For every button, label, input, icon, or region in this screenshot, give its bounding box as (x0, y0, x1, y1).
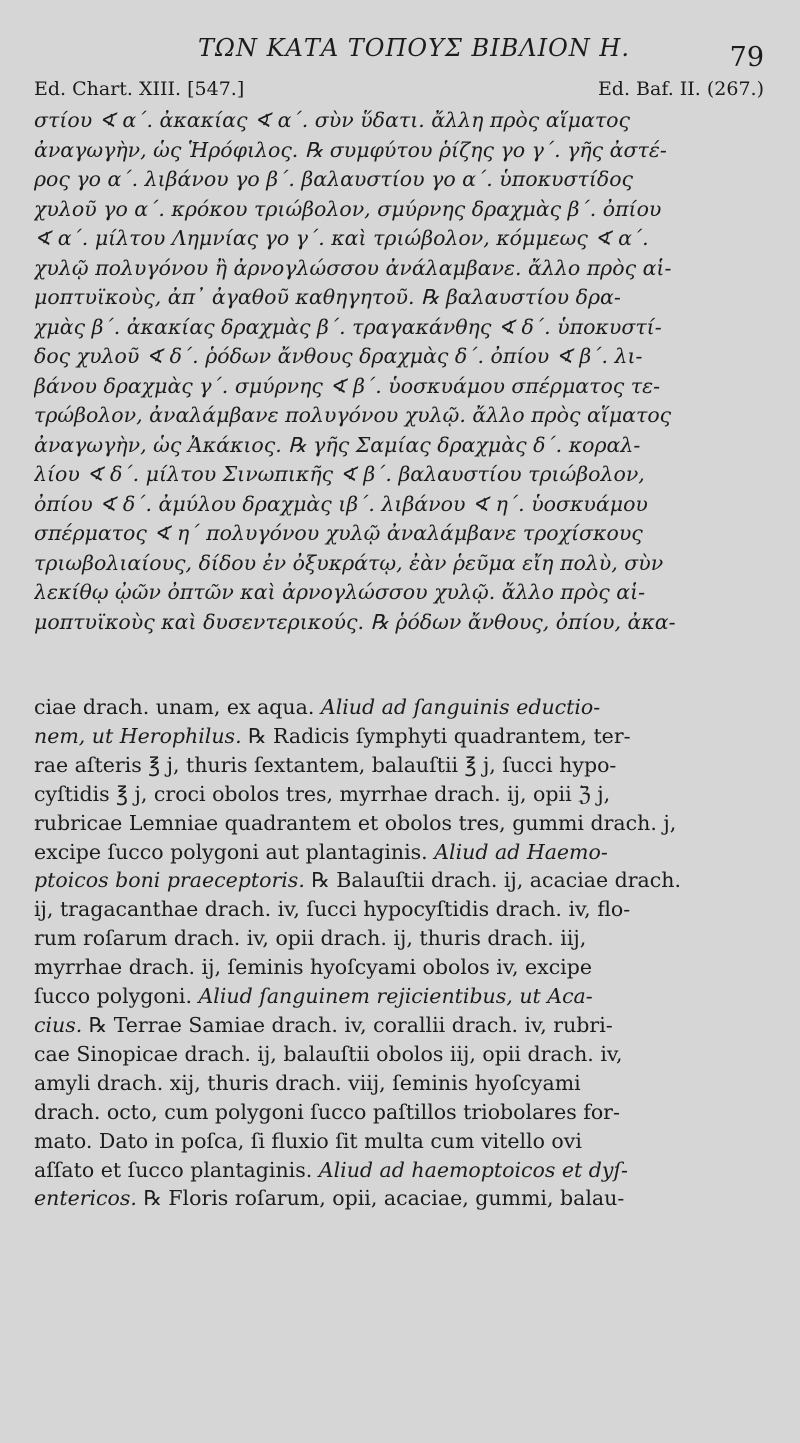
latin-segment: amyli drach. xij, thuris drach. viij, ſeminis hyoſcyami (34, 1070, 581, 1095)
running-title: ΤΩΝ ΚΑΤΑ ΤΟΠΟΥΣ ΒΙΒΛΙΟΝ Η. (198, 34, 630, 62)
latin-text-block (34, 693, 764, 1213)
greek-line: ὀπίου ∢ δ΄. ἀμύλου δραχμὰς ιβ΄. λιβάνου ∢ η΄. ὑοσκυάμου (34, 491, 648, 516)
latin-line (34, 809, 764, 838)
greek-line: ἀναγωγὴν, ὡς Ἡρόφιλος. ℞ συμφύτου ῥίζης γο γ΄. γῆς ἀστέ- (34, 137, 667, 162)
greek-line: ρος γο α΄. λιβάνου γο β΄. βαλαυστίου γο α΄. ὑποκυστίδος (34, 167, 634, 191)
latin-segment: ℞ Terrae Samiae drach. iv, corallii drach. iv, rubri- (82, 1012, 613, 1037)
latin-line (34, 780, 764, 809)
latin-segment: drach. octo, cum polygoni ſucco paſtillos triobolares for- (34, 1099, 620, 1124)
greek-line: λίου ∢ δ΄. μίλτου Σινωπικῆς ∢ β΄. βαλαυστίου τριώβολον, (34, 462, 645, 486)
latin-segment: Aliud ad Haemo- (434, 839, 608, 864)
greek-line: ἀναγωγὴν, ὡς Ἀκάκιος. ℞ γῆς Σαμίας δραχμὰς δ΄. κοραλ- (34, 432, 641, 457)
latin-segment: ciae drach. unam, ex aqua. (34, 695, 321, 719)
latin-line (34, 1040, 764, 1069)
latin-line (34, 838, 764, 867)
left-edition-ref: Ed. Chart. XIII. [547.] (34, 78, 245, 100)
latin-segment: ſucco polygoni. (34, 984, 199, 1009)
latin-segment: ij, tragacanthae drach. iv, ſucci hypocyſtidis drach. iv, flo- (34, 897, 631, 922)
greek-line: βάνου δραχμὰς γ΄. σμύρνης ∢ β΄. ὑοσκυάμου σπέρματος τε- (34, 373, 661, 398)
latin-segment: myrrhae drach. ij, ſeminis hyoſcyami obolos iv, excipe (34, 955, 592, 980)
latin-segment: cyſtidis ℥ j, croci obolos tres, myrrhae drach. ij, opii ℨ j, (34, 781, 611, 806)
latin-line (34, 982, 764, 1011)
page-number: 79 (729, 42, 764, 73)
latin-segment: Aliud ad ſanguinis eductio- (320, 695, 601, 719)
latin-line (34, 953, 764, 982)
greek-line: τριωβολιαίους, δίδου ἐν ὀξυκράτῳ, ἐὰν ῥεῦμα εἴη πολὺ, σὺν (34, 550, 664, 575)
latin-segment: Aliud ſanguinem rejicientibus, ut Aca- (198, 984, 593, 1009)
greek-line: σπέρματος ∢ η΄ πολυγόνου χυλῷ ἀναλάμβανε τροχίσκους (34, 521, 643, 545)
greek-line: στίου ∢ α΄. ἀκακίας ∢ α΄. σὺν ὕδατι. ἄλλη πρὸς αἵματος (34, 108, 630, 132)
latin-segment: aſſato et ſucco plantaginis. (34, 1157, 319, 1182)
greek-line: τρώβολον, ἀναλάμβανε πολυγόνου χυλῷ. ἄλλο πρὸς αἵματος (34, 403, 672, 427)
latin-line (34, 1156, 764, 1185)
latin-line (34, 1011, 764, 1040)
greek-line: χμὰς β΄. ἀκακίας δραχμὰς β΄. τραγακάνθης ∢ δ΄. ὑποκυστί- (34, 314, 662, 339)
right-edition-ref: Ed. Baf. II. (267.) (597, 78, 764, 100)
latin-line (34, 693, 764, 722)
greek-line: χυλῷ πολυγόνου ἢ ἀρνογλώσσου ἀνάλαμβανε. ἄλλο πρὸς αἱ- (34, 255, 672, 280)
latin-line (34, 1098, 764, 1127)
greek-line: δος χυλοῦ ∢ δ΄. ῥόδων ἄνθους δραχμὰς δ΄. ὀπίου ∢ β΄. λι- (34, 344, 643, 368)
latin-line (34, 751, 764, 780)
latin-segment: Aliud ad haemoptoicos et dyſ- (318, 1157, 628, 1182)
latin-segment: cae Sinopicae drach. ij, balauſtii obolos iij, opii drach. iv, (34, 1041, 623, 1066)
latin-line (34, 722, 764, 751)
latin-line (34, 866, 764, 895)
latin-segment: excipe ſucco polygoni aut plantaginis. (34, 839, 435, 864)
latin-line (34, 1127, 764, 1156)
latin-segment: rubricae Lemniae quadrantem et obolos tres, gummi drach. j, (34, 810, 677, 835)
latin-segment: cius. (34, 1012, 83, 1037)
greek-line: μοπτυϊκοὺς καὶ δυσεντερικούς. ℞ ῥόδων ἄνθους, ὀπίου, ἀκα- (34, 609, 676, 634)
latin-segment: entericos. (34, 1186, 137, 1211)
greek-text-block (34, 106, 764, 637)
latin-line (34, 924, 764, 953)
latin-segment: ℞ Floris roſarum, opii, acaciae, gummi, balau- (136, 1186, 625, 1211)
greek-line: ∢ α΄. μίλτου Λημνίας γο γ΄. καὶ τριώβολον, κόμμεως ∢ α΄. (34, 226, 649, 250)
latin-segment: ℞ Balauſtii drach. ij, acaciae drach. (304, 868, 681, 893)
latin-segment: nem, ut Herophilus. (34, 723, 242, 748)
greek-line: λεκίθῳ ᾠῶν ὀπτῶν καὶ ἀρνογλώσσου χυλῷ. ἄλλο πρὸς αἱ- (34, 580, 646, 604)
page-header (34, 28, 764, 74)
latin-segment: ptoicos boni praeceptoris. (34, 868, 305, 893)
latin-segment: rum roſarum drach. iv, opii drach. ij, thuris drach. iij, (34, 926, 587, 951)
latin-segment: rae aſteris ℥ j, thuris ſextantem, balauſtii ℥ j, ſucci hypo- (34, 752, 617, 777)
latin-line (34, 1069, 764, 1098)
latin-line (34, 895, 764, 924)
latin-segment: ℞ Radicis ſymphyti quadrantem, ter- (241, 723, 631, 748)
greek-line: μοπτυϊκοὺς, ἀπ᾽ ἀγαθοῦ καθηγητοῦ. ℞ βαλαυστίου δρα- (34, 285, 621, 309)
latin-line (34, 1184, 764, 1213)
greek-line: χυλοῦ γο α΄. κρόκου τριώβολον, σμύρνης δραχμὰς β΄. ὀπίου (34, 196, 662, 221)
edition-references (34, 74, 764, 104)
latin-segment: mato. Dato in poſca, ſi fluxio ſit multa cum vitello ovi (34, 1128, 582, 1153)
